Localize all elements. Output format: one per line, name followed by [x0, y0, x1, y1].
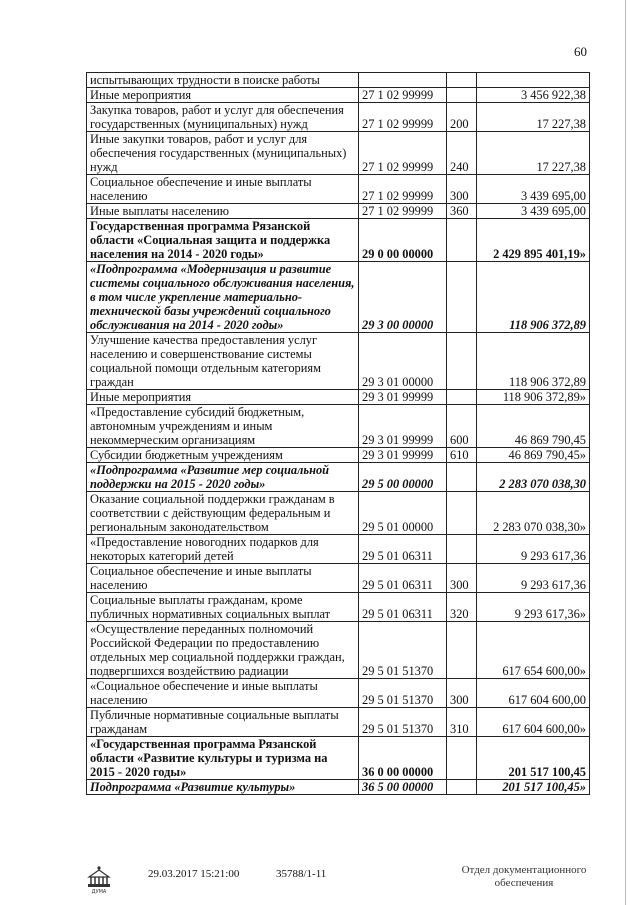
row-expense-type-cell [447, 219, 477, 262]
row-code-cell: 29 5 00 00000 [359, 463, 447, 492]
row-expense-type-cell [447, 73, 477, 88]
table-row [87, 204, 590, 219]
row-expense-type-cell: 320 [447, 593, 477, 622]
table-row [87, 737, 590, 780]
table-row [87, 492, 590, 535]
row-name-cell: Социальное обеспечение и иные выплаты населению [87, 564, 359, 593]
row-code-cell: 29 3 01 00000 [359, 333, 447, 390]
table-row [87, 132, 590, 175]
row-expense-type-cell: 600 [447, 405, 477, 448]
row-expense-type-cell [447, 622, 477, 679]
table-row [87, 593, 590, 622]
row-sum-cell: 3 439 695,00 [477, 204, 590, 219]
row-sum-cell: 2 429 895 401,19» [477, 219, 590, 262]
row-code-cell: 27 1 02 99999 [359, 88, 447, 103]
budget-table-body [87, 73, 590, 795]
duma-logo-icon [84, 864, 114, 894]
row-sum-cell: 3 439 695,00 [477, 175, 590, 204]
row-code-cell: 29 5 01 06311 [359, 564, 447, 593]
row-expense-type-cell: 360 [447, 204, 477, 219]
row-sum-cell: 118 906 372,89» [477, 390, 590, 405]
table-row [87, 405, 590, 448]
row-name-cell: Иные мероприятия [87, 88, 359, 103]
row-code-cell: 29 5 01 06311 [359, 535, 447, 564]
row-code-cell: 27 1 02 99999 [359, 204, 447, 219]
row-code-cell: 29 3 01 99999 [359, 448, 447, 463]
table-row [87, 679, 590, 708]
row-code-cell: 27 1 02 99999 [359, 103, 447, 132]
row-code-cell: 29 5 01 51370 [359, 708, 447, 737]
row-expense-type-cell [447, 390, 477, 405]
row-name-cell: Улучшение качества предоставления услуг населению и совершенствование системы социальной помощи отдельным категориям граждан [87, 333, 359, 390]
row-name-cell: Субсидии бюджетным учреждениям [87, 448, 359, 463]
footer-department [444, 864, 604, 890]
row-sum-cell: 9 293 617,36» [477, 593, 590, 622]
table-row [87, 780, 590, 795]
row-code-cell: 36 5 00 00000 [359, 780, 447, 795]
row-expense-type-cell: 300 [447, 564, 477, 593]
row-code-cell: 29 0 00 00000 [359, 219, 447, 262]
row-name-cell: Иные закупки товаров, работ и услуг для обеспечения государственных (муниципальных) нужд [87, 132, 359, 175]
row-name-cell: Иные мероприятия [87, 390, 359, 405]
row-expense-type-cell [447, 88, 477, 103]
row-sum-cell: 2 283 070 038,30 [477, 463, 590, 492]
row-name-cell: «Предоставление новогодних подарков для некоторых категорий детей [87, 535, 359, 564]
row-name-cell: «Осуществление переданных полномочий Российской Федерации по предоставлению отдельных мер социальной поддержки граждан, подвергшихся воздействию радиации [87, 622, 359, 679]
row-code-cell: 27 1 02 99999 [359, 132, 447, 175]
row-expense-type-cell: 310 [447, 708, 477, 737]
row-expense-type-cell [447, 780, 477, 795]
row-sum-cell: 617 604 600,00» [477, 708, 590, 737]
row-name-cell: «Государственная программа Рязанской области «Развитие культуры и туризма на 2015 - 2020 годы» [87, 737, 359, 780]
row-sum-cell: 617 604 600,00 [477, 679, 590, 708]
row-code-cell: 29 3 00 00000 [359, 262, 447, 333]
row-expense-type-cell [447, 463, 477, 492]
row-name-cell: «Подпрограмма «Модернизация и развитие системы социального обслуживания населения, в том числе укрепление материально-технической базы учреждений социального обслуживания на 2014 - 2020 годы» [87, 262, 359, 333]
row-sum-cell: 46 869 790,45» [477, 448, 590, 463]
page-number: 60 [574, 44, 587, 59]
footer-doc-number: 35788/1-11 [276, 868, 327, 880]
row-sum-cell: 617 654 600,00» [477, 622, 590, 679]
svg-text:ДУМА: ДУМА [91, 889, 107, 894]
table-row [87, 535, 590, 564]
row-name-cell: Государственная программа Рязанской области «Социальная защита и поддержка населения на 2014 - 2020 годы» [87, 219, 359, 262]
row-expense-type-cell: 200 [447, 103, 477, 132]
scan-edge-line [625, 0, 626, 905]
row-sum-cell: 3 456 922,38 [477, 88, 590, 103]
row-code-cell: 29 5 01 00000 [359, 492, 447, 535]
row-expense-type-cell: 300 [447, 175, 477, 204]
department-line-1: Отдел документационного [461, 864, 587, 876]
row-name-cell: «Социальное обеспечение и иные выплаты населению [87, 679, 359, 708]
row-expense-type-cell [447, 333, 477, 390]
row-expense-type-cell: 610 [447, 448, 477, 463]
row-code-cell: 29 5 01 51370 [359, 622, 447, 679]
table-row [87, 88, 590, 103]
row-code-cell [359, 73, 447, 88]
row-sum-cell: 17 227,38 [477, 132, 590, 175]
row-sum-cell: 2 283 070 038,30» [477, 492, 590, 535]
row-expense-type-cell: 300 [447, 679, 477, 708]
table-row [87, 390, 590, 405]
table-row [87, 103, 590, 132]
row-name-cell: Закупка товаров, работ и услуг для обеспечения государственных (муниципальных) нужд [87, 103, 359, 132]
row-expense-type-cell [447, 535, 477, 564]
table-row [87, 448, 590, 463]
row-name-cell: Подпрограмма «Развитие культуры» [87, 780, 359, 795]
department-line-2: обеспечения [494, 877, 554, 889]
row-sum-cell: 118 906 372,89 [477, 262, 590, 333]
table-row [87, 708, 590, 737]
row-expense-type-cell [447, 262, 477, 333]
row-code-cell: 29 5 01 06311 [359, 593, 447, 622]
table-row [87, 73, 590, 88]
table-row [87, 564, 590, 593]
footer-datetime: 29.03.2017 15:21:00 [148, 868, 240, 880]
row-name-cell: испытывающих трудности в поиске работы [87, 73, 359, 88]
row-sum-cell: 201 517 100,45 [477, 737, 590, 780]
row-name-cell: «Подпрограмма «Развитие мер социальной поддержки на 2015 - 2020 годы» [87, 463, 359, 492]
row-name-cell: Оказание социальной поддержки гражданам в соответствии с действующим федеральным и региональным законодательством [87, 492, 359, 535]
row-name-cell: «Предоставление субсидий бюджетным, автономным учреждениям и иным некоммерческим организациям [87, 405, 359, 448]
table-row [87, 333, 590, 390]
row-sum-cell: 9 293 617,36 [477, 564, 590, 593]
row-code-cell: 36 0 00 00000 [359, 737, 447, 780]
row-sum-cell: 17 227,38 [477, 103, 590, 132]
footer [0, 864, 640, 904]
row-sum-cell: 46 869 790,45 [477, 405, 590, 448]
row-name-cell: Социальное обеспечение и иные выплаты населению [87, 175, 359, 204]
table-row [87, 175, 590, 204]
budget-table [86, 72, 590, 795]
table-row [87, 463, 590, 492]
row-name-cell: Иные выплаты населению [87, 204, 359, 219]
row-sum-cell [477, 73, 590, 88]
table-row [87, 262, 590, 333]
table-row [87, 622, 590, 679]
row-code-cell: 29 3 01 99999 [359, 390, 447, 405]
row-sum-cell: 9 293 617,36 [477, 535, 590, 564]
row-code-cell: 27 1 02 99999 [359, 175, 447, 204]
row-sum-cell: 201 517 100,45» [477, 780, 590, 795]
row-name-cell: Социальные выплаты гражданам, кроме публичных нормативных социальных выплат [87, 593, 359, 622]
row-expense-type-cell [447, 737, 477, 780]
table-row [87, 219, 590, 262]
row-sum-cell: 118 906 372,89 [477, 333, 590, 390]
row-expense-type-cell [447, 492, 477, 535]
row-name-cell: Публичные нормативные социальные выплаты гражданам [87, 708, 359, 737]
row-code-cell: 29 5 01 51370 [359, 679, 447, 708]
row-code-cell: 29 3 01 99999 [359, 405, 447, 448]
row-expense-type-cell: 240 [447, 132, 477, 175]
